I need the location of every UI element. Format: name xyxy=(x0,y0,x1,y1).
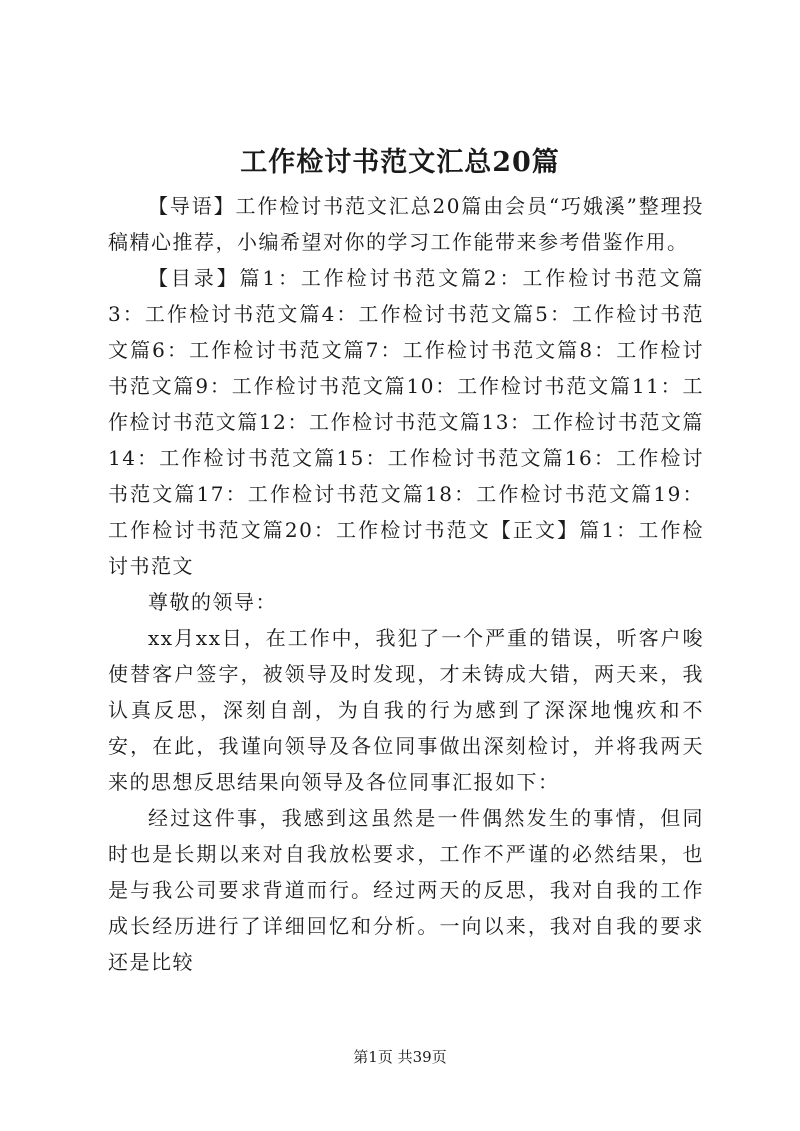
salutation: 尊敬的领导： xyxy=(148,590,277,614)
body-paragraph: xx月xx日，在工作中，我犯了一个严重的错误，听客户唆使替客户签字，被领导及时发现，才未铸成大错，两天来，我认真反思，深刻自剖，为自我的行为感到了深深地愧疚和不安，在此，我谨向领导及各位同事做出深刻检讨，并将我两天来的思想反思结果向领导及各位同事汇报如下： xyxy=(108,626,704,794)
document-body xyxy=(108,188,704,980)
body-paragraph: 经过这件事，我感到这虽然是一件偶然发生的事情，但同时也是长期以来对自我放松要求，工作不严谨的必然结果，也是与我公司要求背道而行。经过两天的反思，我对自我的工作成长经历进行了详细回忆和分析。一向以来，我对自我的要求还是比较 xyxy=(108,806,704,974)
document-title: 工作检讨书范文汇总20篇 xyxy=(240,147,560,178)
toc-paragraph: 【目录】篇1：工作检讨书范文篇2：工作检讨书范文篇3：工作检讨书范文篇4：工作检讨书范文篇5：工作检讨书范文篇6：工作检讨书范文篇7：工作检讨书范文篇8：工作检讨书范文篇9：工作检讨书范文篇10：工作检讨书范文篇11：工作检讨书范文篇12：工作检讨书范文篇13：工作检讨书范文篇14：工作检讨书范文篇15：工作检讨书范文篇16：工作检讨书范文篇17：工作检讨书范文篇18：工作检讨书范文篇19：工作检讨书范文篇20：工作检讨书范文【正文】篇1：工作检讨书范文 xyxy=(108,266,704,578)
page-number: 第1页 共39页 xyxy=(353,1048,447,1066)
intro-paragraph: 【导语】工作检讨书范文汇总20篇由会员“巧娥溪”整理投稿精心推荐，小编希望对你的学习工作能带来参考借鉴作用。 xyxy=(108,194,704,254)
